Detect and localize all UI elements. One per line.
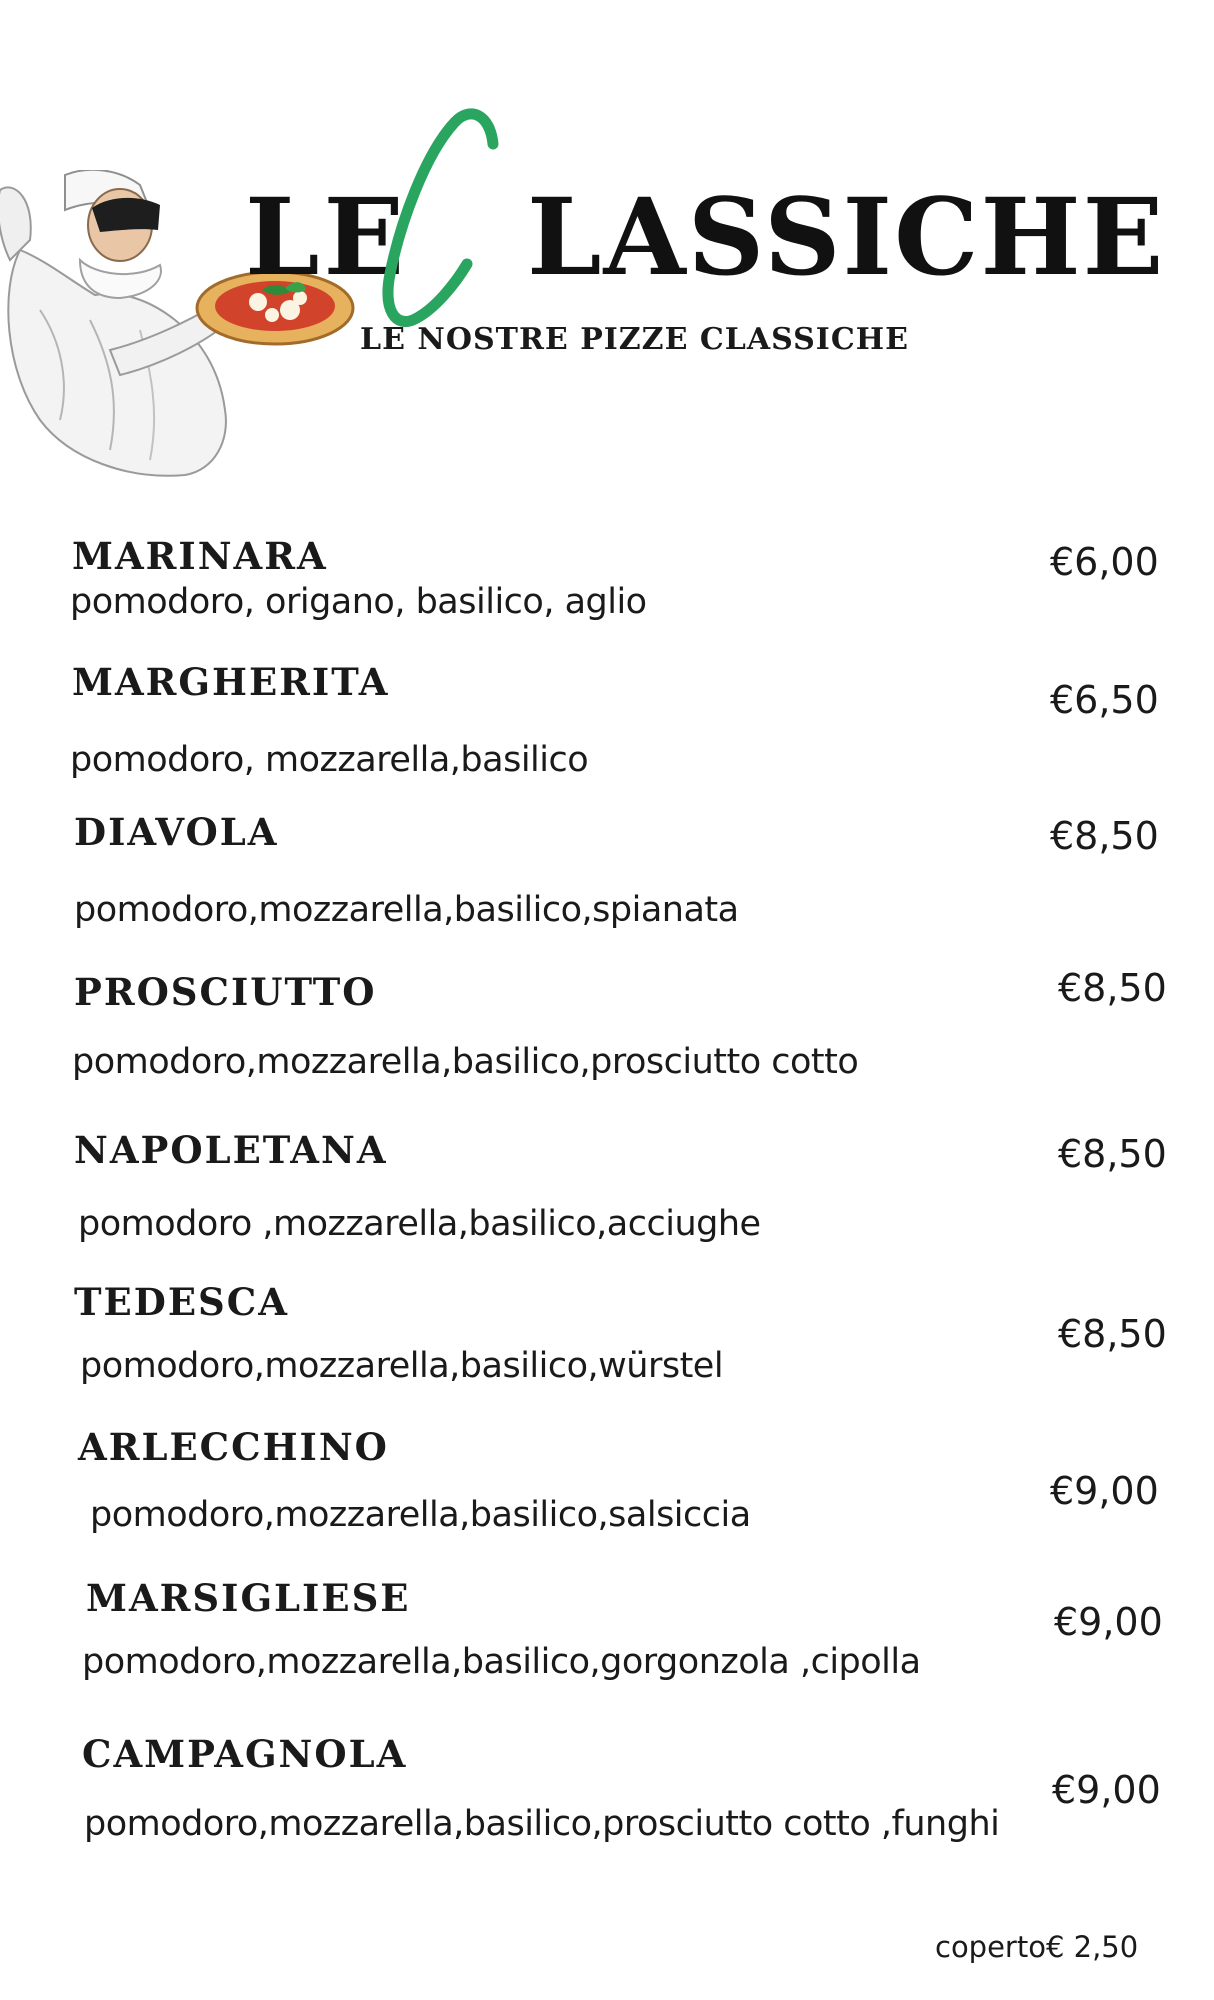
item-name: TEDESCA xyxy=(74,1280,289,1324)
item-description: pomodoro, origano, basilico, aglio xyxy=(70,582,647,622)
item-description: pomodoro,mozzarella,basilico,prosciutto cotto xyxy=(72,1042,859,1082)
coperto-charge: coperto€ 2,50 xyxy=(935,1930,1139,1964)
item-name: CAMPAGNOLA xyxy=(82,1732,408,1776)
item-price: €8,50 xyxy=(1050,814,1159,858)
item-price: €9,00 xyxy=(1054,1600,1163,1644)
item-description: pomodoro,mozzarella,basilico,salsiccia xyxy=(90,1495,751,1535)
item-description: pomodoro,mozzarella,basilico,spianata xyxy=(74,890,739,930)
item-price: €8,50 xyxy=(1058,1132,1167,1176)
item-description: pomodoro,mozzarella,basilico,gorgonzola ,cipolla xyxy=(82,1642,921,1682)
item-price: €8,50 xyxy=(1058,966,1167,1010)
item-price: €6,50 xyxy=(1050,678,1159,722)
item-name: DIAVOLA xyxy=(74,810,279,854)
item-description: pomodoro, mozzarella,basilico xyxy=(70,740,589,780)
item-price: €9,00 xyxy=(1050,1469,1159,1513)
item-name: PROSCIUTTO xyxy=(74,970,377,1014)
item-price: €8,50 xyxy=(1058,1312,1167,1356)
item-description: pomodoro ,mozzarella,basilico,acciughe xyxy=(78,1204,761,1244)
item-name: MARINARA xyxy=(72,534,328,578)
item-name: MARGHERITA xyxy=(72,660,390,704)
menu-subtitle: LE NOSTRE PIZZE CLASSICHE xyxy=(360,322,909,357)
title-le: LE xyxy=(245,174,409,299)
item-description: pomodoro,mozzarella,basilico,prosciutto cotto ,funghi xyxy=(84,1804,1000,1844)
item-price: €6,00 xyxy=(1050,540,1159,584)
item-price: €9,00 xyxy=(1052,1768,1161,1812)
item-name: ARLECCHINO xyxy=(78,1425,389,1469)
item-name: NAPOLETANA xyxy=(74,1128,388,1172)
item-name: MARSIGLIESE xyxy=(86,1576,411,1620)
title-lassiche: LASSICHE xyxy=(527,174,1166,299)
item-description: pomodoro,mozzarella,basilico,würstel xyxy=(80,1346,724,1386)
